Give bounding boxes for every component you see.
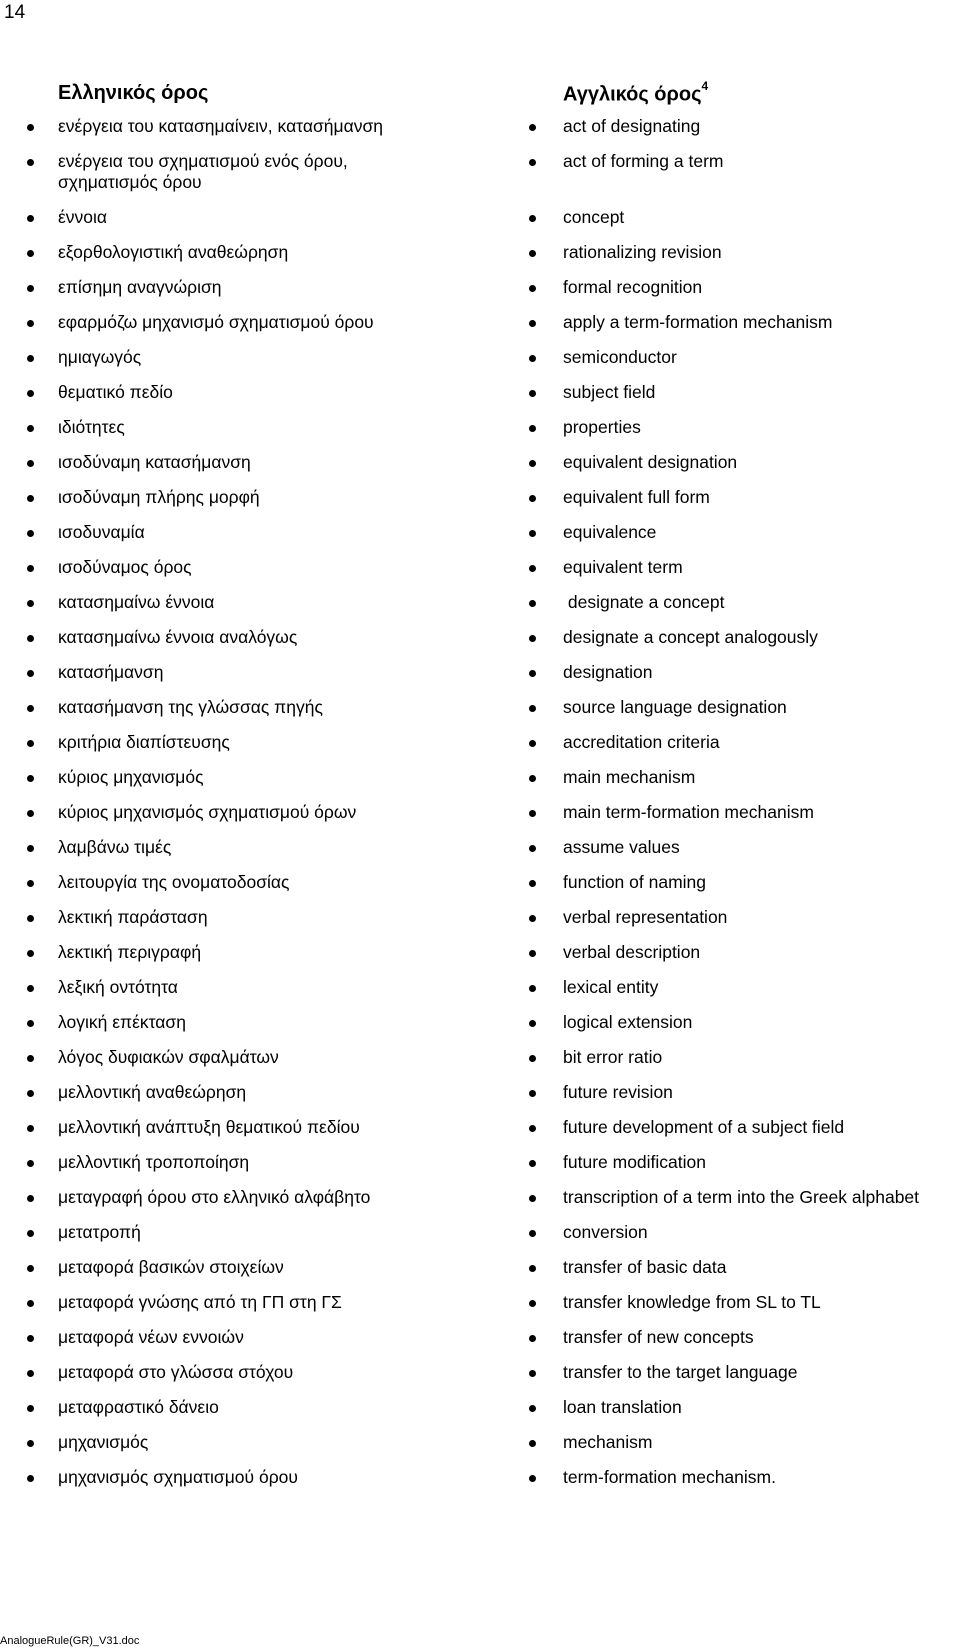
- english-term-text: subject field: [563, 382, 656, 402]
- greek-term: [58, 1152, 249, 1173]
- bullet-icon: [529, 1125, 536, 1132]
- english-term-text: designate a concept: [563, 592, 725, 612]
- bullet-icon: [27, 635, 34, 642]
- greek-term: [58, 1012, 186, 1033]
- english-term-text: mechanism: [563, 1432, 653, 1452]
- english-term: [563, 347, 677, 368]
- greek-term-text: λαμβάνω τιμές: [58, 837, 172, 857]
- bullet-icon: [27, 1195, 34, 1202]
- english-term-text: transfer of new concepts: [563, 1327, 754, 1347]
- english-term: [563, 522, 656, 543]
- bullet-icon: [27, 215, 34, 222]
- bullet-icon: [27, 915, 34, 922]
- bullet-icon: [27, 880, 34, 887]
- bullet-icon: [529, 1230, 536, 1237]
- greek-term-text: κατασημαίνω έννοια: [58, 592, 215, 612]
- bullet-icon: [529, 1335, 536, 1342]
- bullet-icon: [27, 495, 34, 502]
- greek-term-text: επίσημη αναγνώριση: [58, 277, 222, 297]
- bullet-icon: [529, 740, 536, 747]
- english-term: [563, 1397, 682, 1418]
- greek-term: [58, 732, 230, 753]
- english-term-text: rationalizing revision: [563, 242, 722, 262]
- english-term: [563, 116, 700, 137]
- greek-term-text: θεματικό πεδίο: [58, 382, 173, 402]
- greek-term: [58, 151, 348, 193]
- bullet-icon: [529, 880, 536, 887]
- english-term: [563, 1432, 652, 1453]
- bullet-icon: [27, 775, 34, 782]
- greek-term-text: κύριος μηχανισμός σχηματισμού όρων: [58, 802, 357, 822]
- bullet-icon: [529, 425, 536, 432]
- bullet-icon: [529, 1440, 536, 1447]
- greek-term-text: σχηματισμός όρου: [58, 172, 202, 192]
- greek-term-text: εξορθολογιστική αναθεώρηση: [58, 242, 289, 262]
- greek-term: [58, 1292, 342, 1313]
- bullet-icon: [529, 124, 536, 131]
- greek-term-text: μεταφορά στο γλώσσα στόχου: [58, 1362, 294, 1382]
- bullet-icon: [27, 600, 34, 607]
- bullet-icon: [27, 1230, 34, 1237]
- bullet-icon: [27, 285, 34, 292]
- english-term-text: accreditation criteria: [563, 732, 720, 752]
- bullet-icon: [27, 1300, 34, 1307]
- bullet-icon: [529, 705, 536, 712]
- bullet-icon: [529, 1370, 536, 1377]
- greek-term: [58, 802, 356, 823]
- english-term: [563, 1082, 673, 1103]
- english-term: [563, 802, 814, 823]
- english-term: [563, 557, 683, 578]
- bullet-icon: [27, 1125, 34, 1132]
- greek-term-text: ισοδύναμη πλήρης μορφή: [58, 487, 260, 507]
- bullet-icon: [27, 1055, 34, 1062]
- english-term: [563, 907, 727, 928]
- bullet-icon: [529, 530, 536, 537]
- bullet-icon: [529, 390, 536, 397]
- english-term: [563, 767, 695, 788]
- english-term-text: equivalent term: [563, 557, 683, 577]
- bullet-icon: [529, 950, 536, 957]
- greek-term: [58, 627, 297, 648]
- bullet-icon: [27, 845, 34, 852]
- english-term: [563, 837, 680, 858]
- greek-term-text: έννοια: [58, 207, 108, 227]
- english-term-text: transfer to the target language: [563, 1362, 798, 1382]
- english-term-text: act of forming a term: [563, 151, 724, 171]
- english-term-text: designation: [563, 662, 653, 682]
- bullet-icon: [529, 600, 536, 607]
- greek-term: [58, 1362, 293, 1383]
- bullet-icon: [529, 159, 536, 166]
- bullet-icon: [529, 775, 536, 782]
- greek-term-text: ιδιότητες: [58, 417, 125, 437]
- english-term-text: function of naming: [563, 872, 707, 892]
- greek-term-text: λογική επέκταση: [58, 1012, 186, 1032]
- greek-term-text: μελλοντική ανάπτυξη θεματικού πεδίου: [58, 1117, 360, 1137]
- greek-term: [58, 662, 163, 683]
- greek-term: [58, 1047, 279, 1068]
- english-term-text: main mechanism: [563, 767, 696, 787]
- english-term-text: future development of a subject field: [563, 1117, 845, 1137]
- english-term-text: assume values: [563, 837, 680, 857]
- greek-term-text: μεταγραφή όρου στο ελληνικό αλφάβητο: [58, 1187, 371, 1207]
- english-column-header-text: Αγγλικός όρος: [563, 83, 702, 106]
- bullet-icon: [27, 565, 34, 572]
- greek-term: [58, 277, 222, 298]
- greek-term-text: ημιαγωγός: [58, 347, 142, 367]
- english-term-text: lexical entity: [563, 977, 659, 997]
- greek-term-text: λόγος δυφιακών σφαλμάτων: [58, 1047, 279, 1067]
- greek-term: [58, 557, 192, 578]
- greek-term: [58, 1222, 141, 1243]
- greek-term: [58, 1257, 284, 1278]
- greek-term-text: μετατροπή: [58, 1222, 141, 1242]
- bullet-icon: [27, 320, 34, 327]
- english-term: [563, 487, 710, 508]
- english-term-text: conversion: [563, 1222, 648, 1242]
- greek-term: [58, 1327, 244, 1348]
- bullet-icon: [529, 285, 536, 292]
- english-term-text: loan translation: [563, 1397, 682, 1417]
- english-term: [563, 1047, 662, 1068]
- bullet-icon: [27, 425, 34, 432]
- bullet-icon: [529, 1055, 536, 1062]
- bullet-icon: [529, 215, 536, 222]
- greek-term: [58, 207, 107, 228]
- english-term: [563, 452, 737, 473]
- greek-term: [58, 347, 141, 368]
- greek-term: [58, 382, 173, 403]
- greek-term-text: λεκτική περιγραφή: [58, 942, 202, 962]
- bullet-icon: [529, 845, 536, 852]
- english-term: [563, 207, 624, 228]
- english-term-text: future modification: [563, 1152, 706, 1172]
- english-term: [563, 1012, 692, 1033]
- greek-term: [58, 1397, 219, 1418]
- english-term: [563, 732, 720, 753]
- english-term: [563, 1362, 797, 1383]
- bullet-icon: [529, 1405, 536, 1412]
- bullet-icon: [529, 1300, 536, 1307]
- english-term: [563, 1152, 706, 1173]
- greek-term: [58, 452, 251, 473]
- english-term: [563, 942, 700, 963]
- bullet-icon: [27, 1160, 34, 1167]
- english-term-text: main term-formation mechanism: [563, 802, 814, 822]
- english-term: [563, 151, 723, 172]
- bullet-icon: [27, 159, 34, 166]
- english-term-text: apply a term-formation mechanism: [563, 312, 833, 332]
- bullet-icon: [27, 390, 34, 397]
- greek-term: [58, 872, 289, 893]
- greek-term-text: εφαρμόζω μηχανισμό σχηματισμού όρου: [58, 312, 374, 332]
- bullet-icon: [529, 985, 536, 992]
- greek-term-text: κατασήμανση της γλώσσας πηγής: [58, 697, 323, 717]
- greek-term: [58, 592, 214, 613]
- english-term: [563, 242, 722, 263]
- bullet-icon: [27, 705, 34, 712]
- bullet-icon: [529, 1195, 536, 1202]
- bullet-icon: [529, 565, 536, 572]
- greek-term: [58, 116, 383, 137]
- bullet-icon: [529, 460, 536, 467]
- bullet-icon: [27, 124, 34, 131]
- bullet-icon: [529, 1265, 536, 1272]
- english-term: [563, 872, 706, 893]
- english-term: [563, 662, 653, 683]
- bullet-icon: [529, 1090, 536, 1097]
- bullet-icon: [27, 460, 34, 467]
- greek-term-text: μελλοντική αναθεώρηση: [58, 1082, 247, 1102]
- english-term-text: bit error ratio: [563, 1047, 663, 1067]
- greek-term-text: μεταφορά νέων εννοιών: [58, 1327, 244, 1347]
- greek-term: [58, 697, 323, 718]
- english-term: [563, 1117, 844, 1138]
- greek-column-header: Ελληνικός όρος: [58, 82, 209, 104]
- bullet-icon: [529, 1160, 536, 1167]
- bullet-icon: [529, 635, 536, 642]
- greek-term-text: λειτουργία της ονοματοδοσίας: [58, 872, 290, 892]
- english-term-text: transfer of basic data: [563, 1257, 727, 1277]
- greek-term-text: λεξική οντότητα: [58, 977, 178, 997]
- bullet-icon: [27, 810, 34, 817]
- bullet-icon: [529, 355, 536, 362]
- bullet-icon: [529, 1475, 536, 1482]
- greek-term: [58, 907, 208, 928]
- english-term-text: formal recognition: [563, 277, 703, 297]
- greek-term: [58, 487, 260, 508]
- english-term: [563, 697, 787, 718]
- english-term-text: equivalent designation: [563, 452, 738, 472]
- greek-term-text: μεταφορά γνώσης από τη ΓΠ στη ΓΣ: [58, 1292, 342, 1312]
- english-term: [563, 312, 832, 333]
- english-term: [563, 1257, 726, 1278]
- english-term-text: transfer knowledge from SL to TL: [563, 1292, 821, 1312]
- greek-term: [58, 242, 288, 263]
- bullet-icon: [27, 670, 34, 677]
- greek-term-text: μεταφραστικό δάνειο: [58, 1397, 219, 1417]
- greek-term: [58, 767, 204, 788]
- footnote-reference: 4: [701, 79, 709, 93]
- greek-term: [58, 1117, 360, 1138]
- english-term-text: term-formation mechanism.: [563, 1467, 776, 1487]
- bullet-icon: [27, 1020, 34, 1027]
- greek-term-text: κατασημαίνω έννοια αναλόγως: [58, 627, 298, 647]
- english-term-text: equivalence: [563, 522, 657, 542]
- bullet-icon: [27, 1265, 34, 1272]
- bullet-icon: [529, 810, 536, 817]
- english-column-header: [563, 79, 709, 107]
- english-term-text: future revision: [563, 1082, 673, 1102]
- bullet-icon: [27, 950, 34, 957]
- english-term-text: concept: [563, 207, 625, 227]
- bullet-icon: [529, 915, 536, 922]
- greek-term-text: κύριος μηχανισμός: [58, 767, 204, 787]
- english-term-text: verbal representation: [563, 907, 728, 927]
- bullet-icon: [27, 250, 34, 257]
- english-term: [563, 1327, 754, 1348]
- bullet-icon: [529, 250, 536, 257]
- greek-term-text: μηχανισμός σχηματισμού όρου: [58, 1467, 298, 1487]
- english-term: [563, 277, 702, 298]
- english-term-text: logical extension: [563, 1012, 693, 1032]
- english-term-text: equivalent full form: [563, 487, 710, 507]
- english-term: [563, 417, 641, 438]
- english-term: [563, 382, 655, 403]
- bullet-icon: [27, 530, 34, 537]
- english-term-text: transcription of a term into the Greek alphabet: [563, 1187, 920, 1207]
- bullet-icon: [27, 1335, 34, 1342]
- english-term: [563, 592, 725, 613]
- page-number: 14: [4, 2, 26, 23]
- bullet-icon: [27, 1475, 34, 1482]
- greek-term-text: μηχανισμός: [58, 1432, 149, 1452]
- greek-term-text: ενέργεια του κατασημαίνειν, κατασήμανση: [58, 116, 383, 136]
- greek-term: [58, 977, 178, 998]
- bullet-icon: [529, 670, 536, 677]
- english-term: [563, 1187, 919, 1208]
- greek-term: [58, 522, 145, 543]
- greek-term: [58, 1082, 246, 1103]
- english-term: [563, 1467, 776, 1488]
- bullet-icon: [529, 495, 536, 502]
- bullet-icon: [27, 740, 34, 747]
- english-term: [563, 1222, 648, 1243]
- greek-term-text: μελλοντική τροποποίηση: [58, 1152, 250, 1172]
- greek-term: [58, 417, 125, 438]
- greek-term: [58, 837, 171, 858]
- greek-term-text: ισοδύναμος όρος: [58, 557, 192, 577]
- bullet-icon: [27, 1090, 34, 1097]
- bullet-icon: [529, 1020, 536, 1027]
- bullet-icon: [27, 985, 34, 992]
- greek-term-text: κατασήμανση: [58, 662, 164, 682]
- english-term-text: designate a concept analogously: [563, 627, 818, 647]
- english-term-text: semiconductor: [563, 347, 677, 367]
- greek-term-text: ισοδύναμη κατασήμανση: [58, 452, 251, 472]
- english-term-text: source language designation: [563, 697, 787, 717]
- greek-term: [58, 1467, 298, 1488]
- document-filename: AnalogueRule(GR)_V31.doc: [0, 1635, 140, 1647]
- greek-term: [58, 312, 374, 333]
- greek-term-text: λεκτική παράσταση: [58, 907, 208, 927]
- bullet-icon: [27, 1440, 34, 1447]
- bullet-icon: [27, 1405, 34, 1412]
- english-term-text: verbal description: [563, 942, 701, 962]
- english-term: [563, 627, 818, 648]
- greek-term-text: ενέργεια του σχηματισμού ενός όρου,: [58, 151, 348, 171]
- english-term: [563, 977, 658, 998]
- english-term-text: properties: [563, 417, 641, 437]
- greek-term: [58, 942, 201, 963]
- greek-term-text: μεταφορά βασικών στοιχείων: [58, 1257, 284, 1277]
- english-term: [563, 1292, 821, 1313]
- greek-term: [58, 1187, 370, 1208]
- greek-term-text: κριτήρια διαπίστευσης: [58, 732, 230, 752]
- bullet-icon: [529, 320, 536, 327]
- greek-term-text: ισοδυναμία: [58, 522, 145, 542]
- bullet-icon: [27, 355, 34, 362]
- bullet-icon: [27, 1370, 34, 1377]
- greek-term: [58, 1432, 148, 1453]
- english-term-text: act of designating: [563, 116, 701, 136]
